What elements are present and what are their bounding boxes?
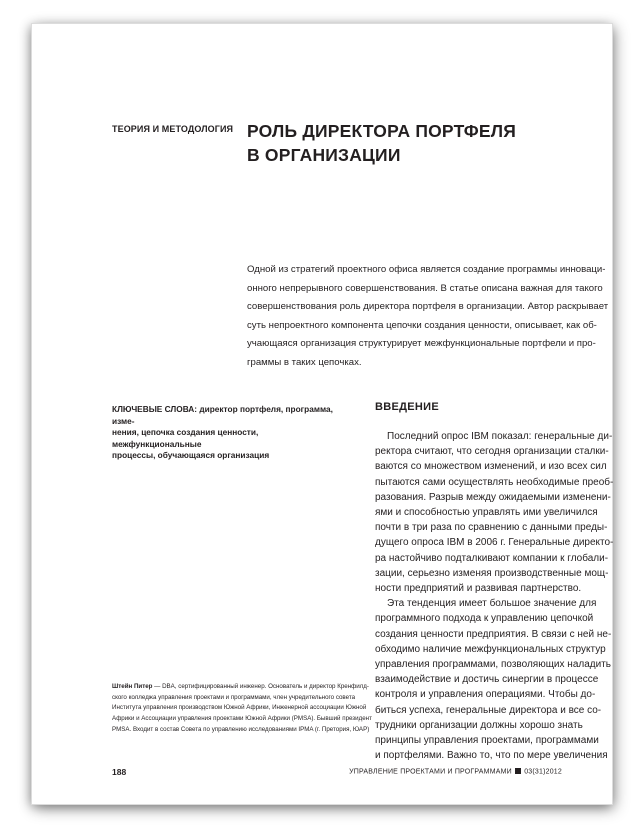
article-title: [247, 119, 567, 167]
keywords: [112, 404, 340, 462]
journal-page: [32, 24, 612, 804]
abstract: [247, 261, 622, 372]
keywords-line: процессы, обучающаяся организация: [112, 450, 270, 461]
body-line: Последний опрос IBM показал: генеральные ди-: [387, 431, 613, 442]
body-line: ваются со множеством изменений, и изо всех сил: [375, 461, 607, 473]
body-line: дущего опроса IBM в 2006 г. Генеральные директо-: [375, 537, 614, 549]
intro-heading: ВВЕДЕНИЕ: [375, 401, 439, 413]
body-text: [375, 429, 619, 763]
body-line: принципы управления проектами, программами: [375, 735, 599, 747]
body-line: ями и способностью управлять ими увеличился: [375, 507, 598, 519]
author-bio: [112, 682, 372, 736]
body-line: взаимодействие и достичь синергии в процессе: [375, 674, 599, 686]
body-line: управления программами, позволяющих наладить: [375, 659, 611, 671]
author-line: PMSA. Входит в состав Совета по управлению исследованиями IPMA (г. Претория, ЮАР): [112, 725, 370, 733]
body-line: ректора считают, что сегодня организации сталки-: [375, 446, 609, 458]
author-line: Африки и Ассоциации управления проектами Южной Африки (PMSA). Бывший президент: [112, 715, 372, 723]
abstract-line: суть непроектного компонента цепочки создания ценности, описывает, как об-: [247, 319, 597, 331]
author-line: Института управления производством Южной Африки, Инженерной ассоциации Южной: [112, 704, 367, 712]
body-line: обходимо наличие межфункциональных структур: [375, 643, 606, 655]
body-line: пытаются сами осуществлять необходимые преоб-: [375, 476, 614, 488]
keywords-line: нения, цепочка создания ценности, межфункциональные: [112, 427, 259, 449]
body-line: создания ценности предприятия. В связи с ней не-: [375, 628, 612, 640]
abstract-line: Одной из стратегий проектного офиса является создание программы инноваци-: [247, 264, 606, 275]
section-label: ТЕОРИЯ И МЕТОДОЛОГИЯ: [112, 124, 234, 134]
body-line: биться успеха, генеральные директора и все со-: [375, 704, 602, 716]
body-line: трудники организации должны хорошо знать: [375, 719, 583, 731]
abstract-line: граммы в таких цепочках.: [247, 356, 362, 368]
body-line: и портфелями. Важно то, что по мере увеличения: [375, 750, 608, 762]
author-line: ского колледжа управления проектами и программами, член учредительного совета: [112, 693, 356, 701]
author-line: [112, 682, 369, 693]
body-line: ности предприятий и развивая партнерство.: [375, 583, 582, 595]
journal-footer: [349, 768, 562, 776]
body-line: почти в три раза по сравнению с данными преды-: [375, 522, 608, 534]
abstract-line: онного непрерывного совершенствования. В статье описана важная для такого: [247, 282, 603, 294]
square-separator-icon: [515, 768, 521, 774]
journal-issue: 03(31)2012: [524, 768, 562, 776]
author-name: Штейн Питер: [112, 683, 153, 690]
abstract-line: совершенствования роль директора портфеля в организации. Автор раскрывает: [247, 301, 609, 312]
keywords-line: КЛЮЧЕВЫЕ СЛОВА: директор портфеля, программа, изме-: [112, 404, 333, 426]
abstract-line: учающаяся организация структурирует межфункциональные портфели и про-: [247, 338, 596, 349]
body-line: Эта тенденция имеет большое значение для: [387, 598, 597, 610]
body-line: ра настойчиво подталкивают компании к глобали-: [375, 552, 609, 564]
body-line: разования. Разрыв между ожидаемыми изменени-: [375, 491, 611, 503]
body-line: программного подхода к управлению цепочкой: [375, 613, 594, 625]
page-number: 188: [112, 767, 127, 777]
journal-name: УПРАВЛЕНИЕ ПРОЕКТАМИ И ПРОГРАММАМИ: [349, 768, 512, 776]
title-line: В ОРГАНИЗАЦИИ: [247, 145, 401, 165]
body-line: зации, серьезно изменяя производственные мощ-: [375, 567, 609, 579]
title-line: РОЛЬ ДИРЕКТОРА ПОРТФЕЛЯ: [247, 121, 517, 141]
author-line-text: — DBA, сертифицированный инженер. Основатель и директор Кренфилд-: [152, 683, 369, 690]
body-line: контроля и управления операциями. Чтобы до-: [375, 689, 596, 701]
